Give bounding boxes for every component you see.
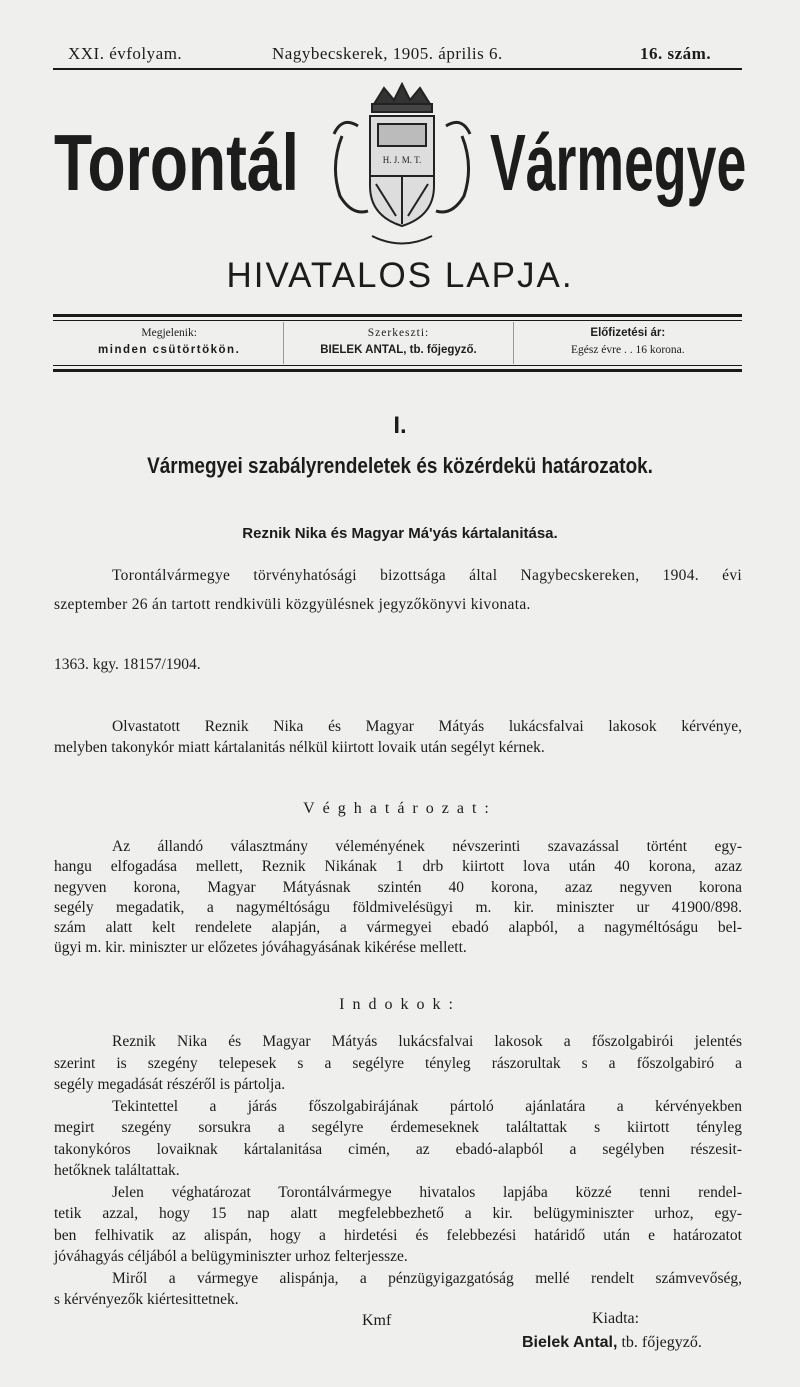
title-right: Vármegye [490,118,747,207]
text-line: negyven korona, Magyar Mátyásnak szintén 40 korona, azaz negyven korona [54,878,742,896]
reference-number: 1363. kgy. 18157/1904. [54,656,201,673]
text-line: Tekintettel a járás főszolgabirájának pártoló ajánlatára a kérvényekben [112,1097,742,1115]
info-value: minden csütörtökön. [98,344,241,356]
divider [53,68,742,70]
text-line: ben felhivatik az alispán, hogy a hirdetési és felebbezési határidő után e határozatot [54,1226,742,1244]
issued-label: Kiadta: [592,1310,640,1327]
text-line: szám alatt kelt rendelete alapján, a vármegyei ebadó alapból, a nagyméltóságu bel- [54,919,742,937]
crest-label: H. J. M. T. [382,155,422,165]
info-label: Szerkeszti: [367,327,430,339]
issuer-name: Bielek Antal, [522,1334,618,1351]
info-box [55,322,742,364]
section-heading: Vármegyei szabályrendeletek és közérdekü határozatok. [147,453,653,478]
title-left: Torontál [54,118,299,207]
text-line: melyben takonykór miatt kártalanitás nélkül kiirtott lovaik után segélyt kérnek. [54,738,545,756]
decision-paragraph [54,837,742,959]
text-line: hangu elfogadása mellett, Reznik Nikának 1 drb kiirtott lova után 40 korona, azaz [54,858,742,876]
issue-number: 16. szám. [640,44,712,63]
text-line: s kérvényezők kiértesittetnek. [54,1291,239,1308]
info-label: Előfizetési ár: [590,327,666,339]
text-line: Reznik Nika és Magyar Mátyás lukácsfalvai lakosok a főszolgabirói jelentés [112,1033,742,1050]
signature [522,1334,702,1352]
divider [53,365,742,366]
text-line: ügyi m. kir. miniszter ur előzetes jóváhagyásának kikérése mellett. [54,939,467,957]
divider [53,320,742,321]
info-publication [55,322,283,364]
text-line: tetik azzal, hogy 15 nap alatt megfelebbezhető a kir. belügyminiszter urhoz, egy- [54,1205,742,1222]
text-line: szerint is szegény telepesek s a segélyre tényleg rászorultak s a főszolgabiró a [54,1054,742,1072]
issuer-title: tb. főjegyző. [621,1334,702,1351]
info-subscription [513,322,742,364]
text-line: megirt szegény sorsukra a segélyre érdemeseknek találtattak s kiirtott tényleg [54,1119,742,1136]
section-number: I. [393,412,407,439]
text-line: takonykóros lovaiknak kártalanitása cimén, az ebadó-alapból a segélyben részesit- [54,1140,742,1158]
text-line: jóváhagyás céljából a belügyminiszter urhoz felterjessze. [54,1248,408,1265]
place-date: Nagybecskerek, 1905. április 6. [272,44,503,63]
text-line: Az állandó választmány véleményének névszerinti szavazással történt egy- [112,838,742,855]
text-line: szeptember 26 án tartott rendkivüli közgyülésnek jegyzőkönyvi kivonata. [54,596,531,613]
county-crest-icon [312,76,492,256]
text-line: Olvastatott Reznik Nika és Magyar Mátyás lukácsfalvai lakosok kérvénye, [112,718,742,735]
text-line: Miről a vármegye alispánja, a pénzügyigazgatóság mellé rendelt számvevőség, [112,1269,742,1287]
text-line: Jelen véghatározat Torontálvármegye hivatalos lapjába közzé tenni rendel- [112,1183,742,1201]
info-value: Egész évre . . 16 korona. [570,344,685,356]
divider [53,314,742,317]
text-line: segély megadását részéről is pártolja. [54,1076,286,1093]
info-label: Megjelenik: [141,327,197,339]
reasons-paragraphs [54,1031,742,1311]
text-line: hetőknek találtattak. [54,1162,180,1179]
text-line: segély megadatik, a nagyméltóságu földmivelésügyi m. kir. miniszter ur 41900/898. [54,898,742,916]
info-editor [283,322,512,364]
reasons-heading: Indokok: [339,996,461,1013]
info-value: BIELEK ANTAL, tb. főjegyző. [320,344,477,356]
volume: XXI. évfolyam. [68,44,183,63]
petition-paragraph [54,717,742,758]
kmf: Kmf [362,1312,392,1329]
decision-heading: Véghatározat: [303,800,497,817]
intro-paragraph [54,561,742,619]
subtitle: HIVATALOS LAPJA. [226,256,574,295]
text-line: Torontálvármegye törvényhatósági bizottsága által Nagybecskereken, 1904. évi [112,567,742,584]
divider [53,369,742,372]
article-title: Reznik Nika és Magyar Má'yás kártalanitása. [242,525,558,542]
